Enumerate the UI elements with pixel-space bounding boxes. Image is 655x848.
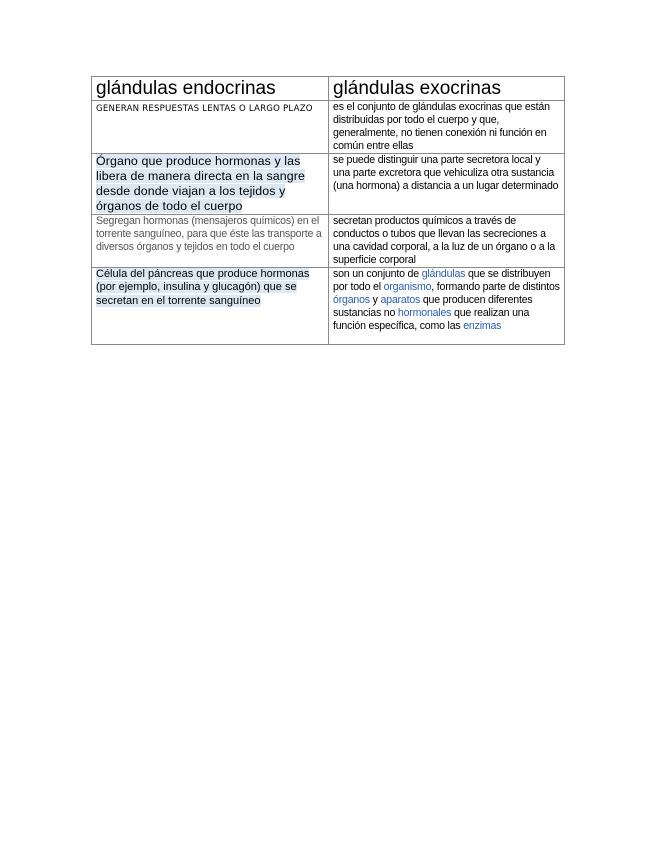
link-enzimas[interactable]: enzimas [463,320,502,332]
glands-comparison-table [91,76,565,345]
link-organismo[interactable]: organismo [383,281,432,293]
cell-text: Segregan hormonas (mensajeros químicos) en el torrente sanguíneo, para que éste las transporte a diversos órganos y tejidos en todo el cuerpo [96,215,322,253]
table-row [92,268,565,345]
cell-text: se puede distinguir una parte secretora local y una parte excretora que vehiculiza otra sustancia (una hormona) a distancia a un lugar determinado [333,154,559,192]
link-organos[interactable]: órganos [333,294,370,306]
header-endocrine: glándulas endocrinas [92,77,329,101]
text-run: y [369,294,381,306]
table-header-row [92,77,565,101]
cell-text: secretan productos químicos a través de conductos o tubos que llevan las secreciones a una cavidad corporal, a la luz de un órgano o a la superficie corporal [333,215,556,266]
cell-text: GENERAN RESPUESTAS LENTAS O LARGO PLAZO [96,104,313,114]
table-cell [92,268,329,345]
text-run: que realizan una función específica, como las [333,307,530,332]
text-run: son un conjunto de [333,268,422,280]
table-cell [92,101,329,154]
link-glandulas[interactable]: glándulas [421,268,466,280]
cell-text-with-links [333,268,560,333]
table-cell [329,215,565,268]
text-run: que producen diferentes sustancias no [333,294,533,319]
table-cell [329,101,565,154]
table-cell [92,215,329,268]
header-exocrine: glándulas exocrinas [329,77,565,101]
link-aparatos[interactable]: aparatos [380,294,421,306]
cell-text: es el conjunto de glándulas exocrinas que están distribuidas por todo el cuerpo y que, generalmente, no tienen conexión ni función en común entre ellas [333,101,550,152]
table-row [92,215,565,268]
table-cell [92,154,329,215]
text-run: que se distribuyen por todo el [333,268,551,293]
table-cell [329,268,565,345]
table-cell [329,154,565,215]
text-run: , formando parte de distintos [431,281,560,293]
link-hormonales[interactable]: hormonales [397,307,452,319]
table-row [92,154,565,215]
cell-text-highlighted: Célula del páncreas que produce hormonas (por ejemplo, insulina y glucagón) que se secretan en el torrente sanguíneo [96,268,310,307]
cell-text-highlighted: Órgano que produce hormonas y las libera de manera directa en la sangre desde donde viajan a los tejidos y órganos de todo el cuerpo [96,154,305,213]
table-row [92,101,565,154]
